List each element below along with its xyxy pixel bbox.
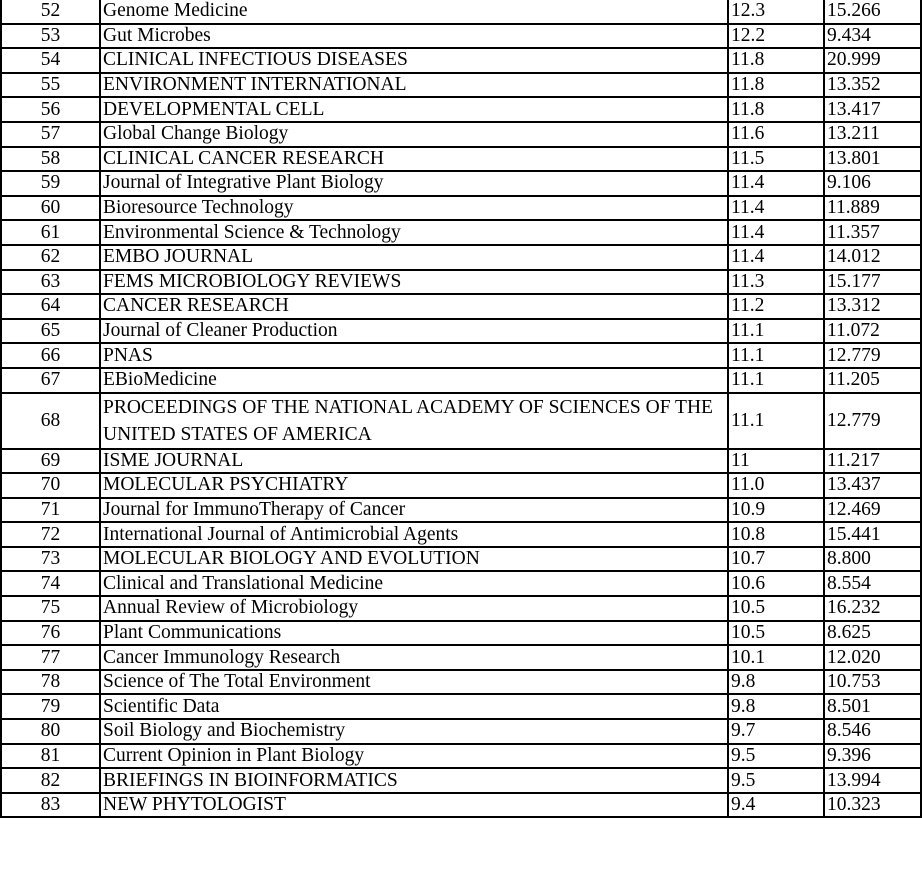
five-year-impact-factor-cell: 16.232 <box>824 596 921 621</box>
impact-factor-cell: 11.0 <box>728 473 824 498</box>
table-row <box>1 319 921 344</box>
impact-factor-cell: 11.8 <box>728 73 824 98</box>
impact-factor-cell: 11.5 <box>728 147 824 172</box>
five-year-impact-factor-cell: 20.999 <box>824 48 921 73</box>
journal-name-cell: PNAS <box>100 343 728 368</box>
impact-factor-cell: 12.2 <box>728 24 824 49</box>
five-year-impact-factor-cell: 10.323 <box>824 793 921 818</box>
journal-name-cell: PROCEEDINGS OF THE NATIONAL ACADEMY OF SCIENCES OF THE UNITED STATES OF AMERICA <box>100 393 728 449</box>
journal-name-cell: Science of The Total Environment <box>100 670 728 695</box>
rank-cell: 77 <box>1 645 100 670</box>
rank-cell: 70 <box>1 473 100 498</box>
five-year-impact-factor-cell: 10.753 <box>824 670 921 695</box>
rank-cell: 74 <box>1 571 100 596</box>
impact-factor-cell: 11.1 <box>728 368 824 393</box>
rank-cell: 61 <box>1 220 100 245</box>
five-year-impact-factor-cell: 11.357 <box>824 220 921 245</box>
table-row <box>1 744 921 769</box>
impact-factor-cell: 11.4 <box>728 196 824 221</box>
rank-cell: 58 <box>1 147 100 172</box>
table-row <box>1 547 921 572</box>
table-row <box>1 270 921 295</box>
impact-factor-cell: 10.8 <box>728 522 824 547</box>
rank-cell: 82 <box>1 768 100 793</box>
rank-cell: 59 <box>1 171 100 196</box>
table-row <box>1 522 921 547</box>
rank-cell: 57 <box>1 122 100 147</box>
rank-cell: 72 <box>1 522 100 547</box>
five-year-impact-factor-cell: 11.072 <box>824 319 921 344</box>
table-row <box>1 147 921 172</box>
impact-factor-cell: 12.3 <box>728 0 824 24</box>
five-year-impact-factor-cell: 8.554 <box>824 571 921 596</box>
rank-cell: 52 <box>1 0 100 24</box>
journal-name-cell: CLINICAL CANCER RESEARCH <box>100 147 728 172</box>
table-row <box>1 122 921 147</box>
table-row <box>1 343 921 368</box>
rank-cell: 64 <box>1 294 100 319</box>
table-row <box>1 571 921 596</box>
rank-cell: 55 <box>1 73 100 98</box>
rank-cell: 68 <box>1 393 100 449</box>
impact-factor-cell: 11.3 <box>728 270 824 295</box>
rank-cell: 56 <box>1 97 100 122</box>
impact-factor-cell: 11.8 <box>728 48 824 73</box>
journal-name-cell: Genome Medicine <box>100 0 728 24</box>
journal-name-cell: Plant Communications <box>100 621 728 646</box>
rank-cell: 66 <box>1 343 100 368</box>
impact-factor-cell: 9.8 <box>728 694 824 719</box>
impact-factor-cell: 11.1 <box>728 393 824 449</box>
rank-cell: 76 <box>1 621 100 646</box>
five-year-impact-factor-cell: 8.800 <box>824 547 921 572</box>
rank-cell: 73 <box>1 547 100 572</box>
five-year-impact-factor-cell: 13.352 <box>824 73 921 98</box>
five-year-impact-factor-cell: 9.434 <box>824 24 921 49</box>
table-row <box>1 670 921 695</box>
impact-factor-cell: 9.5 <box>728 768 824 793</box>
journal-name-cell: Environmental Science & Technology <box>100 220 728 245</box>
impact-factor-cell: 11 <box>728 449 824 474</box>
table-row <box>1 393 921 449</box>
table-row <box>1 473 921 498</box>
rank-cell: 62 <box>1 245 100 270</box>
rank-cell: 54 <box>1 48 100 73</box>
impact-factor-cell: 11.1 <box>728 343 824 368</box>
table-row <box>1 73 921 98</box>
journal-name-cell: EMBO JOURNAL <box>100 245 728 270</box>
rank-cell: 53 <box>1 24 100 49</box>
five-year-impact-factor-cell: 12.469 <box>824 498 921 523</box>
five-year-impact-factor-cell: 13.312 <box>824 294 921 319</box>
five-year-impact-factor-cell: 13.994 <box>824 768 921 793</box>
rank-cell: 79 <box>1 694 100 719</box>
journal-name-cell: Bioresource Technology <box>100 196 728 221</box>
impact-factor-cell: 11.6 <box>728 122 824 147</box>
table-row <box>1 220 921 245</box>
rank-cell: 65 <box>1 319 100 344</box>
five-year-impact-factor-cell: 12.020 <box>824 645 921 670</box>
rank-cell: 69 <box>1 449 100 474</box>
five-year-impact-factor-cell: 8.546 <box>824 719 921 744</box>
five-year-impact-factor-cell: 8.501 <box>824 694 921 719</box>
impact-factor-cell: 11.4 <box>728 220 824 245</box>
five-year-impact-factor-cell: 15.266 <box>824 0 921 24</box>
table-row <box>1 196 921 221</box>
table-row <box>1 694 921 719</box>
journal-name-cell: Scientific Data <box>100 694 728 719</box>
five-year-impact-factor-cell: 11.889 <box>824 196 921 221</box>
five-year-impact-factor-cell: 13.437 <box>824 473 921 498</box>
journal-name-cell: Journal of Cleaner Production <box>100 319 728 344</box>
rank-cell: 83 <box>1 793 100 818</box>
journal-name-cell: DEVELOPMENTAL CELL <box>100 97 728 122</box>
rank-cell: 75 <box>1 596 100 621</box>
journal-name-cell: Global Change Biology <box>100 122 728 147</box>
five-year-impact-factor-cell: 9.396 <box>824 744 921 769</box>
impact-factor-cell: 11.4 <box>728 245 824 270</box>
impact-factor-cell: 10.1 <box>728 645 824 670</box>
impact-factor-cell: 9.5 <box>728 744 824 769</box>
rank-cell: 60 <box>1 196 100 221</box>
five-year-impact-factor-cell: 11.205 <box>824 368 921 393</box>
impact-factor-cell: 10.6 <box>728 571 824 596</box>
five-year-impact-factor-cell: 13.211 <box>824 122 921 147</box>
table-row <box>1 645 921 670</box>
table-row <box>1 171 921 196</box>
journal-name-cell: EBioMedicine <box>100 368 728 393</box>
table-row <box>1 368 921 393</box>
rank-cell: 78 <box>1 670 100 695</box>
journal-name-cell: ENVIRONMENT INTERNATIONAL <box>100 73 728 98</box>
table-row <box>1 621 921 646</box>
journal-name-cell: ISME JOURNAL <box>100 449 728 474</box>
table-row <box>1 596 921 621</box>
rank-cell: 80 <box>1 719 100 744</box>
journal-name-cell: NEW PHYTOLOGIST <box>100 793 728 818</box>
journal-name-cell: CLINICAL INFECTIOUS DISEASES <box>100 48 728 73</box>
impact-factor-cell: 9.8 <box>728 670 824 695</box>
five-year-impact-factor-cell: 9.106 <box>824 171 921 196</box>
table-row <box>1 24 921 49</box>
table-row <box>1 0 921 24</box>
five-year-impact-factor-cell: 15.441 <box>824 522 921 547</box>
five-year-impact-factor-cell: 12.779 <box>824 393 921 449</box>
five-year-impact-factor-cell: 11.217 <box>824 449 921 474</box>
impact-factor-cell: 10.9 <box>728 498 824 523</box>
rank-cell: 71 <box>1 498 100 523</box>
five-year-impact-factor-cell: 15.177 <box>824 270 921 295</box>
table-row <box>1 719 921 744</box>
five-year-impact-factor-cell: 14.012 <box>824 245 921 270</box>
impact-factor-cell: 9.4 <box>728 793 824 818</box>
journal-name-cell: Annual Review of Microbiology <box>100 596 728 621</box>
impact-factor-cell: 11.4 <box>728 171 824 196</box>
rank-cell: 63 <box>1 270 100 295</box>
table-row <box>1 97 921 122</box>
journal-name-cell: Soil Biology and Biochemistry <box>100 719 728 744</box>
five-year-impact-factor-cell: 13.417 <box>824 97 921 122</box>
table-row <box>1 449 921 474</box>
impact-factor-cell: 11.8 <box>728 97 824 122</box>
journal-name-cell: Gut Microbes <box>100 24 728 49</box>
journal-name-cell: FEMS MICROBIOLOGY REVIEWS <box>100 270 728 295</box>
journal-name-cell: Current Opinion in Plant Biology <box>100 744 728 769</box>
impact-factor-cell: 10.5 <box>728 621 824 646</box>
impact-factor-cell: 11.1 <box>728 319 824 344</box>
journal-name-cell: Journal of Integrative Plant Biology <box>100 171 728 196</box>
impact-factor-cell: 9.7 <box>728 719 824 744</box>
table-row <box>1 498 921 523</box>
journal-name-cell: MOLECULAR BIOLOGY AND EVOLUTION <box>100 547 728 572</box>
impact-factor-cell: 10.7 <box>728 547 824 572</box>
rank-cell: 81 <box>1 744 100 769</box>
table-row <box>1 768 921 793</box>
table-body <box>1 0 921 817</box>
impact-factor-cell: 11.2 <box>728 294 824 319</box>
journal-name-cell: Journal for ImmunoTherapy of Cancer <box>100 498 728 523</box>
journal-name-cell: BRIEFINGS IN BIOINFORMATICS <box>100 768 728 793</box>
table-row <box>1 294 921 319</box>
table-row <box>1 793 921 818</box>
table-row <box>1 245 921 270</box>
journal-name-cell: International Journal of Antimicrobial Agents <box>100 522 728 547</box>
five-year-impact-factor-cell: 12.779 <box>824 343 921 368</box>
impact-factor-cell: 10.5 <box>728 596 824 621</box>
journal-name-cell: CANCER RESEARCH <box>100 294 728 319</box>
five-year-impact-factor-cell: 8.625 <box>824 621 921 646</box>
table-row <box>1 48 921 73</box>
journal-name-cell: Clinical and Translational Medicine <box>100 571 728 596</box>
journal-name-cell: MOLECULAR PSYCHIATRY <box>100 473 728 498</box>
five-year-impact-factor-cell: 13.801 <box>824 147 921 172</box>
rank-cell: 67 <box>1 368 100 393</box>
journal-name-cell: Cancer Immunology Research <box>100 645 728 670</box>
